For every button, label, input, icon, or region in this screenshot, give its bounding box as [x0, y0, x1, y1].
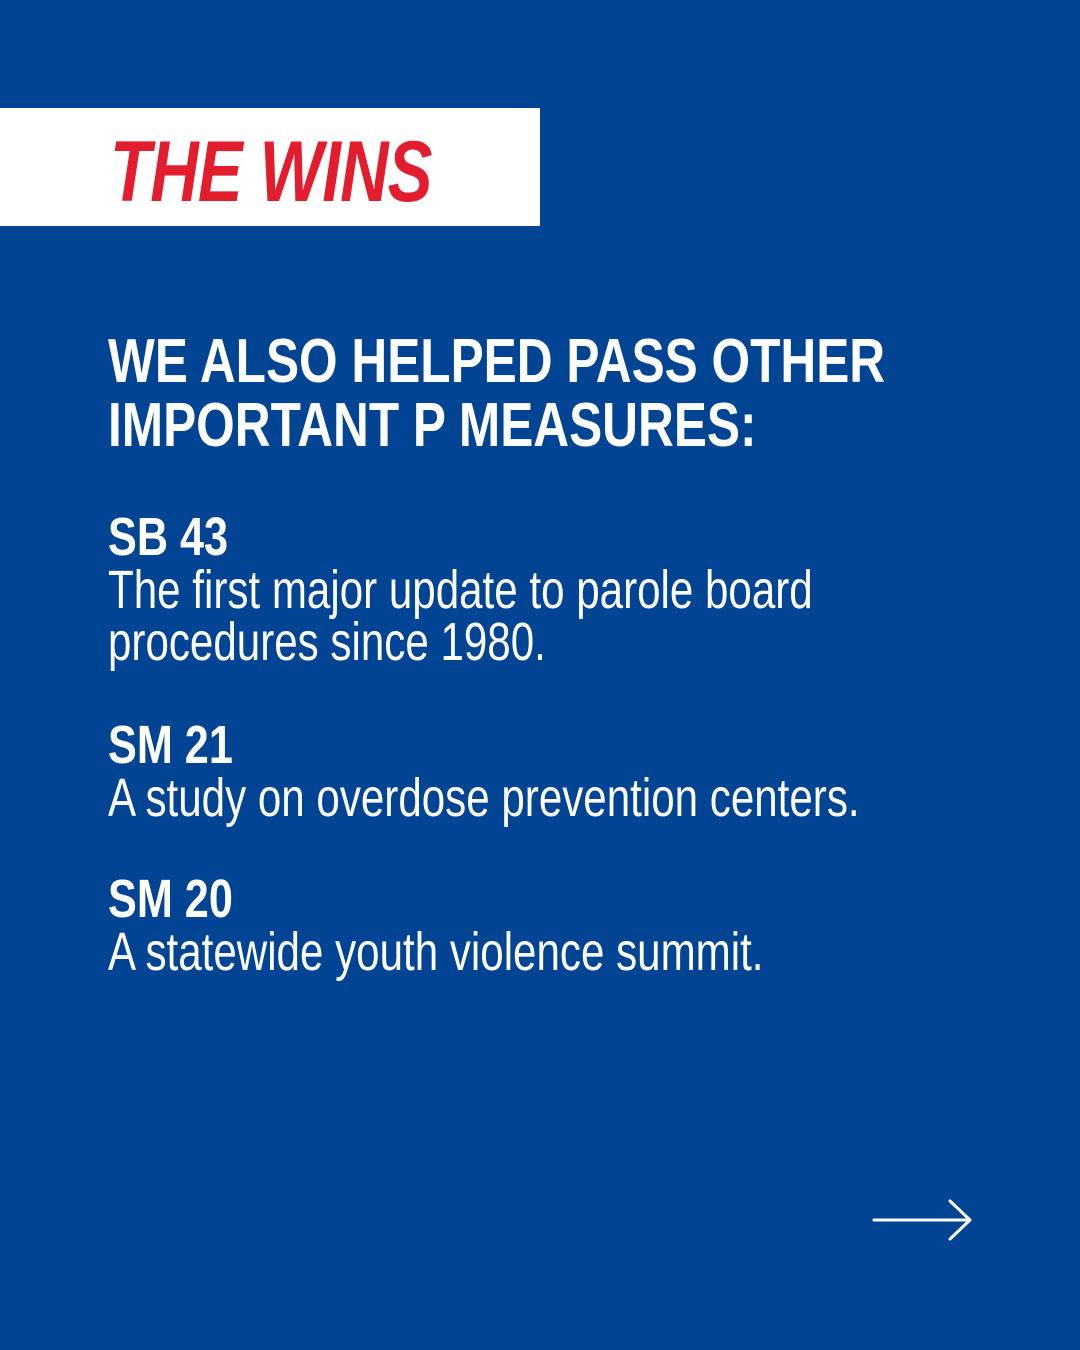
headline-line-2: IMPORTANT P MEASURES: — [108, 391, 757, 460]
measure-code: SB 43 — [108, 507, 229, 567]
page-title: THE WINS — [110, 124, 432, 220]
measure-code: SM 21 — [108, 715, 233, 775]
measure-description: A study on overdose prevention centers. — [108, 768, 860, 828]
measure-code: SM 20 — [108, 869, 233, 929]
arrow-right-icon[interactable] — [872, 1197, 974, 1243]
measure-item-sm20 — [108, 869, 1008, 982]
measure-description-line-2: procedures since 1980. — [108, 612, 546, 672]
measure-description: A statewide youth violence summit. — [108, 922, 764, 982]
measure-item-sb43 — [108, 507, 1008, 672]
measure-description-line-1: The first major update to parole board — [108, 560, 813, 620]
title-banner — [0, 108, 540, 226]
headline-line-1: WE ALSO HELPED PASS OTHER — [108, 327, 886, 396]
measure-item-sm21 — [108, 715, 1008, 828]
headline — [108, 327, 1008, 460]
